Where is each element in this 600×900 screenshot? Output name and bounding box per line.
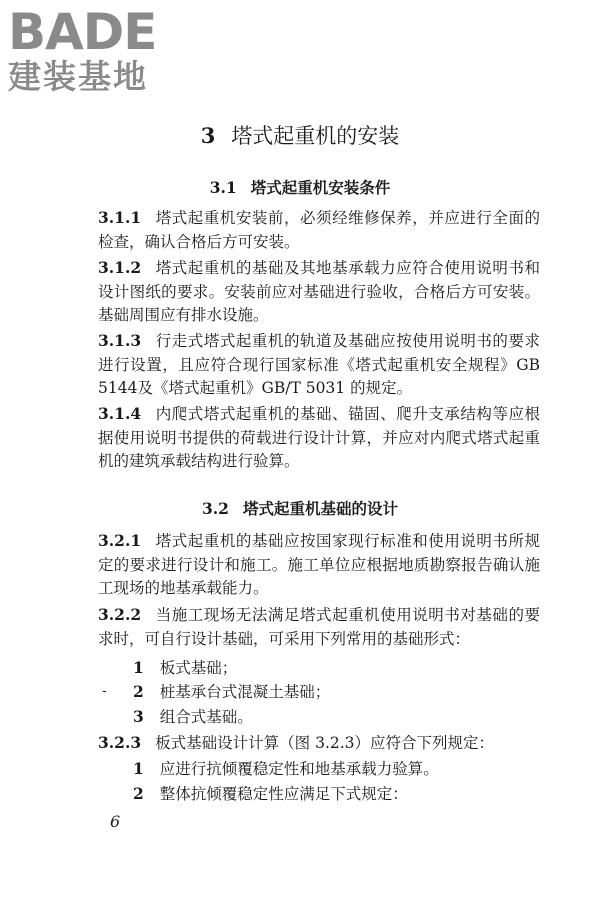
list-item [133,757,439,782]
clause [98,402,540,474]
clause [98,256,540,328]
clause [98,603,540,651]
clause-number: 3.1.3 [98,331,142,350]
chapter-title-text: 塔式起重机的安装 [231,124,400,148]
section-title: 塔式起重机基础的设计 [242,499,398,518]
clause-text: 当施工现场无法满足塔式起重机使用说明书对基础的要求时，可自行设计基础，可采用下列常用的基础形式： [98,606,540,648]
clause-text: 板式基础设计计算（图 3.2.3）应符合下列规定： [155,734,495,752]
clause-text: 内爬式塔式起重机的基础、锚固、爬升支承结构等应根据使用说明书提供的荷载进行设计计算，并应对内爬式塔式起重机的建筑承载结构进行验算。 [98,405,540,471]
logo-subtitle: 建装基地 [8,57,148,96]
clause-number: 3.1.4 [98,404,142,423]
list-item-text: 整体抗倾覆稳定性应满足下式规定： [159,785,408,803]
clause-text: 塔式起重机的基础及其地基承载力应符合使用说明书和设计图纸的要求。安装前应对基础进行验收，合格后方可安装。基础周围应有排水设施。 [98,259,540,325]
clause [98,206,540,254]
chapter-number: 3 [200,123,216,148]
list-item-number: 2 [133,682,144,701]
brand-logo [8,3,178,96]
list-item [133,782,408,807]
list-item-text: 板式基础； [159,659,238,677]
list-item-text: 桩基承台式混凝土基础； [159,683,331,701]
list-item-number: 3 [133,707,144,726]
page-number: 6 [110,812,121,831]
logo-brand-text: BADE [8,3,157,61]
section-number: 3.2 [202,499,229,518]
clause-text: 行走式塔式起重机的轨道及基础应按使用说明书的要求进行设置，且应符合现行国家标准《塔式起重机安全规程》GB 5144及《塔式起重机》GB/T 5031 的规定。 [98,332,540,398]
list-item [133,705,253,730]
clause-number: 3.2.1 [98,531,142,550]
clause [98,529,540,601]
list-item-number: 1 [133,759,144,778]
section-heading [0,497,600,519]
list-item-text: 应进行抗倾覆稳定性和地基承载力验算。 [159,760,439,778]
clause-number: 3.1.2 [98,258,142,277]
clause-text: 塔式起重机安装前，必须经维修保养，并应进行全面的检查，确认合格后方可安装。 [98,209,540,251]
list-item-number: 2 [133,784,144,803]
clause-number: 3.2.2 [98,605,142,624]
margin-mark: - [102,683,107,699]
list-item-number: 1 [133,658,144,677]
section-heading [0,176,600,198]
chapter-title [0,120,600,150]
clause-number: 3.1.1 [98,208,142,227]
section-number: 3.1 [209,178,237,197]
list-item [133,656,237,681]
section-title: 塔式起重机安装条件 [250,178,391,197]
clause-number: 3.2.3 [98,733,142,752]
clause [98,731,540,756]
list-item-text: 组合式基础。 [159,708,253,726]
clause-text: 塔式起重机的基础应按国家现行标准和使用说明书所规定的要求进行设计和施工。施工单位应根据地质勘察报告确认施工现场的地基承载能力。 [98,532,540,598]
clause [98,329,540,401]
list-item [133,680,330,705]
